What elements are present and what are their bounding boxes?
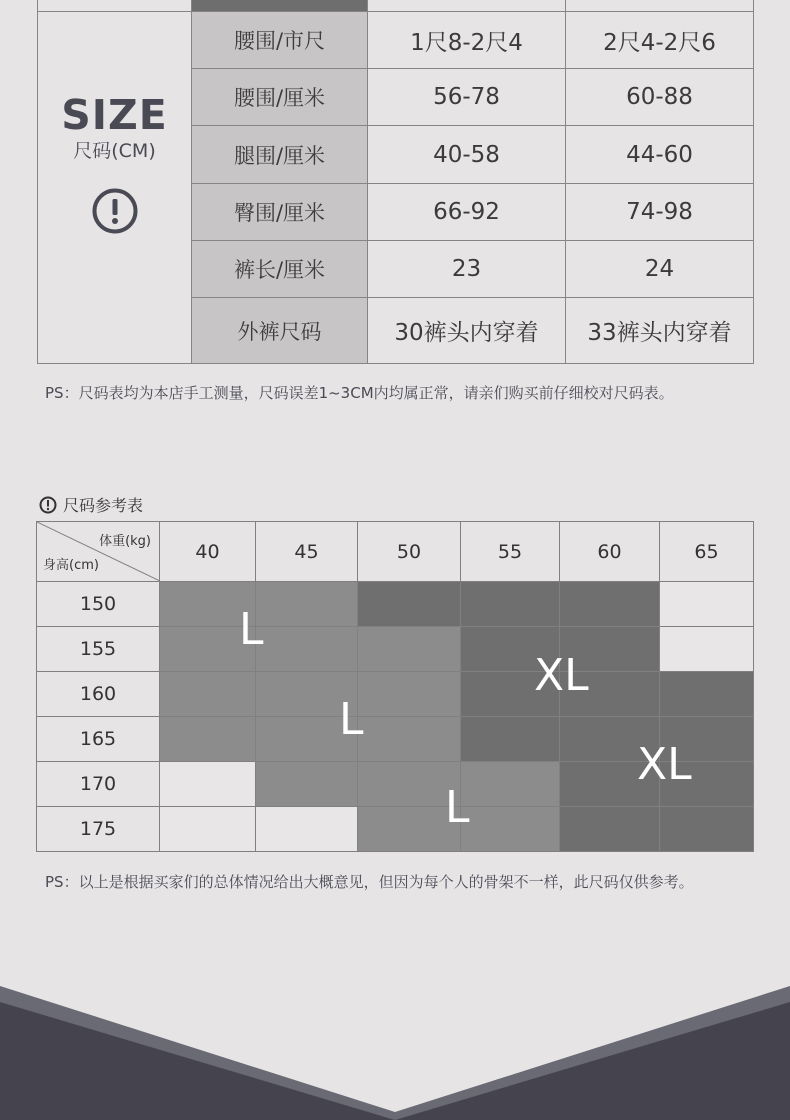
height-header: 150 xyxy=(37,582,160,627)
height-header: 155 xyxy=(37,627,160,672)
weight-header: 60 xyxy=(560,522,660,582)
size-grid-cell xyxy=(160,762,256,807)
height-header: 160 xyxy=(37,672,160,717)
size-value: 40-58 xyxy=(368,126,566,184)
zone-label: XL xyxy=(637,739,692,790)
size-grid-cell xyxy=(160,672,256,717)
size-value: 60-88 xyxy=(566,69,754,126)
size-title: SIZE xyxy=(61,91,168,139)
size-grid-cell xyxy=(160,807,256,852)
size-grid-cell xyxy=(660,582,754,627)
zone-label: XL xyxy=(534,650,589,701)
zone-label: L xyxy=(339,694,364,745)
size-grid-cell xyxy=(358,627,461,672)
height-axis-label: 身高(cm) xyxy=(43,558,99,573)
size-grid-cell xyxy=(560,807,660,852)
strip-cell xyxy=(192,0,368,12)
size-value: 33裤头内穿着 xyxy=(566,298,754,364)
size-grid-cell xyxy=(358,582,461,627)
reference-title xyxy=(39,493,143,516)
zone-label: L xyxy=(239,604,264,655)
size-row xyxy=(38,12,754,69)
size-value: 24 xyxy=(566,241,754,298)
bottom-chevron-decoration xyxy=(0,980,790,1120)
height-header: 170 xyxy=(37,762,160,807)
height-header: 165 xyxy=(37,717,160,762)
height-row xyxy=(37,672,754,717)
weight-header: 50 xyxy=(358,522,461,582)
size-grid-cell xyxy=(256,807,358,852)
weight-axis-label: 体重(kg) xyxy=(99,534,151,549)
strip-cell xyxy=(566,0,754,12)
size-value: 74-98 xyxy=(566,184,754,241)
exclamation-circle-icon xyxy=(92,188,138,234)
size-title-cell xyxy=(38,12,192,364)
size-grid-cell xyxy=(660,807,754,852)
zone-label: L xyxy=(445,782,470,833)
size-row-label: 臀围/厘米 xyxy=(192,184,368,241)
size-grid-cell xyxy=(461,807,560,852)
size-value: 56-78 xyxy=(368,69,566,126)
strip-cell xyxy=(368,0,566,12)
height-row xyxy=(37,627,754,672)
reference-chart xyxy=(36,521,753,851)
exclamation-circle-icon xyxy=(39,496,57,514)
reference-table xyxy=(36,521,754,852)
size-grid-cell xyxy=(660,627,754,672)
size-value: 23 xyxy=(368,241,566,298)
size-grid-cell xyxy=(660,672,754,717)
size-grid-cell xyxy=(560,582,660,627)
height-row xyxy=(37,807,754,852)
size-grid-cell xyxy=(256,627,358,672)
size-table xyxy=(37,0,754,364)
size-value: 1尺8-2尺4 xyxy=(368,12,566,69)
size-grid-cell xyxy=(358,672,461,717)
weight-header-row xyxy=(37,522,754,582)
size-row-label: 腰围/厘米 xyxy=(192,69,368,126)
weight-header: 65 xyxy=(660,522,754,582)
reference-title-text: 尺码参考表 xyxy=(63,496,144,515)
size-grid-cell xyxy=(358,717,461,762)
size-unit: 尺码(CM) xyxy=(73,140,156,162)
size-grid-cell xyxy=(461,762,560,807)
size-grid-cell xyxy=(256,582,358,627)
size-row-label: 裤长/厘米 xyxy=(192,241,368,298)
size-value: 66-92 xyxy=(368,184,566,241)
size-value: 2尺4-2尺6 xyxy=(566,12,754,69)
size-row-label: 外裤尺码 xyxy=(192,298,368,364)
height-row xyxy=(37,582,754,627)
size-table-note: PS：尺码表均为本店手工测量，尺码误差1~3CM内均属正常，请亲们购买前仔细校对尺码表。 xyxy=(45,384,674,402)
size-grid-cell xyxy=(461,717,560,762)
size-grid-cell xyxy=(256,762,358,807)
corner-cell xyxy=(37,522,160,582)
weight-header: 45 xyxy=(256,522,358,582)
height-header: 175 xyxy=(37,807,160,852)
size-grid-cell xyxy=(461,582,560,627)
size-value: 44-60 xyxy=(566,126,754,184)
weight-header: 40 xyxy=(160,522,256,582)
reference-note: PS：以上是根据买家们的总体情况给出大概意见，但因为每个人的骨架不一样，此尺码仅供参考。 xyxy=(45,873,694,891)
size-grid-cell xyxy=(160,717,256,762)
weight-header: 55 xyxy=(461,522,560,582)
reference-body xyxy=(37,582,754,852)
strip-cell xyxy=(38,0,192,12)
size-row-label: 腰围/市尺 xyxy=(192,12,368,69)
size-table-top-strip xyxy=(38,0,754,12)
size-row-label: 腿围/厘米 xyxy=(192,126,368,184)
size-value: 30裤头内穿着 xyxy=(368,298,566,364)
